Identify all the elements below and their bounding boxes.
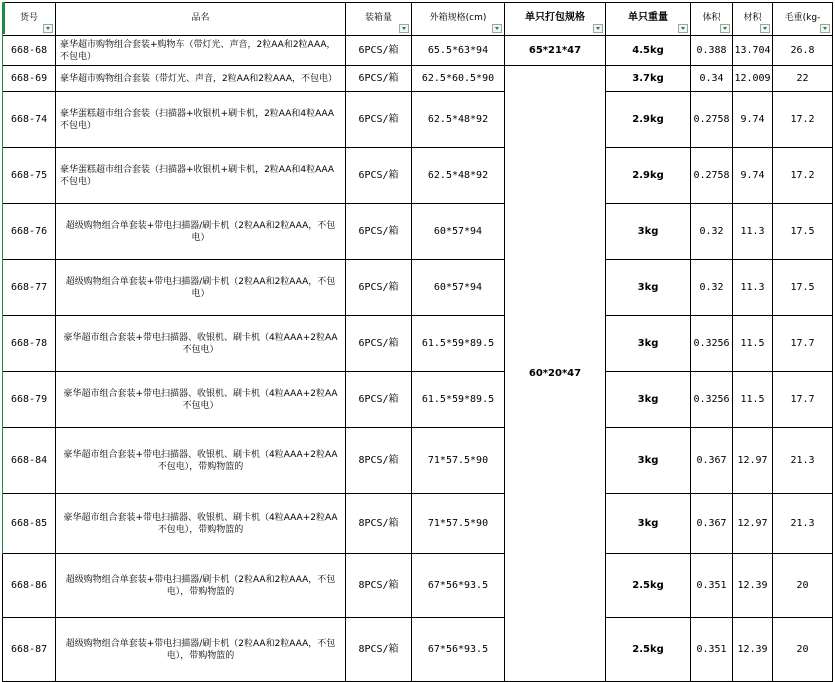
selection-indicator (2, 2, 5, 34)
cell-code[interactable]: 668-68 (3, 36, 56, 66)
cell-qty[interactable]: 6PCS/箱 (346, 92, 412, 148)
cell-code[interactable]: 668-74 (3, 92, 56, 148)
cell-weight[interactable]: 3.7kg (606, 66, 691, 92)
cell-weight[interactable]: 3kg (606, 494, 691, 554)
cell-code[interactable]: 668-84 (3, 428, 56, 494)
cell-gross[interactable]: 17.7 (773, 316, 833, 372)
cell-gross[interactable]: 21.3 (773, 494, 833, 554)
cell-volume[interactable]: 0.34 (691, 66, 733, 92)
cell-gross[interactable]: 17.2 (773, 92, 833, 148)
cell-cuft[interactable]: 11.3 (733, 204, 773, 260)
cell-qty[interactable]: 6PCS/箱 (346, 260, 412, 316)
table-row (3, 428, 833, 494)
cell-weight[interactable]: 3kg (606, 204, 691, 260)
cell-volume[interactable]: 0.388 (691, 36, 733, 66)
cell-carton[interactable]: 62.5*48*92 (412, 148, 505, 204)
header-weight[interactable]: 单只重量 (606, 3, 691, 36)
cell-code[interactable]: 668-69 (3, 66, 56, 92)
cell-qty[interactable]: 8PCS/箱 (346, 618, 412, 682)
cell-volume[interactable]: 0.32 (691, 260, 733, 316)
cell-qty[interactable]: 6PCS/箱 (346, 204, 412, 260)
cell-gross[interactable]: 20 (773, 554, 833, 618)
cell-volume[interactable]: 0.2758 (691, 148, 733, 204)
cell-name[interactable]: 超级购物组合单套装+带电扫描器/刷卡机（2粒AA和2粒AAA，不包电） (56, 204, 346, 260)
cell-qty[interactable]: 8PCS/箱 (346, 428, 412, 494)
cell-cuft[interactable]: 13.704 (733, 36, 773, 66)
cell-gross[interactable]: 22 (773, 66, 833, 92)
cell-volume[interactable]: 0.351 (691, 618, 733, 682)
cell-name[interactable]: 超级购物组合单套装+带电扫描器/刷卡机（2粒AA和2粒AAA，不包电），带购物篮的 (56, 618, 346, 682)
cell-weight[interactable]: 3kg (606, 316, 691, 372)
cell-cuft[interactable]: 12.39 (733, 554, 773, 618)
cell-weight[interactable]: 4.5kg (606, 36, 691, 66)
cell-code[interactable]: 668-86 (3, 554, 56, 618)
cell-carton[interactable]: 65.5*63*94 (412, 36, 505, 66)
cell-weight[interactable]: 3kg (606, 260, 691, 316)
active-column-border (2, 34, 3, 554)
cell-qty[interactable]: 8PCS/箱 (346, 494, 412, 554)
cell-carton[interactable]: 67*56*93.5 (412, 554, 505, 618)
cell-weight[interactable]: 2.5kg (606, 554, 691, 618)
cell-volume[interactable]: 0.3256 (691, 372, 733, 428)
cell-code[interactable]: 668-77 (3, 260, 56, 316)
cell-volume[interactable]: 0.2758 (691, 92, 733, 148)
table-row (3, 36, 833, 66)
filter-dropdown-icon[interactable] (720, 24, 730, 33)
cell-qty[interactable]: 6PCS/箱 (346, 316, 412, 372)
cell-carton[interactable]: 60*57*94 (412, 204, 505, 260)
cell-name[interactable]: 豪华超市购物组合套装+购物车（带灯光、声音，2粒AA和2粒AAA，不包电） (56, 36, 346, 66)
header-qty[interactable]: 装箱量 (346, 3, 412, 36)
cell-code[interactable]: 668-76 (3, 204, 56, 260)
cell-gross[interactable]: 21.3 (773, 428, 833, 494)
cell-code[interactable]: 668-79 (3, 372, 56, 428)
cell-code[interactable]: 668-75 (3, 148, 56, 204)
cell-qty[interactable]: 6PCS/箱 (346, 66, 412, 92)
cell-volume[interactable]: 0.367 (691, 494, 733, 554)
cell-qty[interactable]: 8PCS/箱 (346, 554, 412, 618)
table-row (3, 372, 833, 428)
filter-dropdown-icon[interactable] (678, 24, 688, 33)
cell-weight[interactable]: 2.9kg (606, 92, 691, 148)
cell-code[interactable]: 668-85 (3, 494, 56, 554)
cell-name[interactable]: 超级购物组合单套装+带电扫描器/刷卡机（2粒AA和2粒AAA，不包电），带购物篮的 (56, 554, 346, 618)
cell-cuft[interactable]: 9.74 (733, 148, 773, 204)
cell-cuft[interactable]: 9.74 (733, 92, 773, 148)
cell-cuft[interactable]: 11.3 (733, 260, 773, 316)
cell-cuft[interactable]: 12.39 (733, 618, 773, 682)
header-row (3, 3, 833, 36)
filter-dropdown-icon[interactable] (820, 24, 830, 33)
cell-volume[interactable]: 0.32 (691, 204, 733, 260)
table-row (3, 148, 833, 204)
cell-carton[interactable]: 71*57.5*90 (412, 494, 505, 554)
filter-dropdown-icon[interactable] (492, 24, 502, 33)
cell-carton[interactable]: 71*57.5*90 (412, 428, 505, 494)
cell-name[interactable]: 豪华蛋糕超市组合套装（扫描器+收银机+刷卡机，2粒AA和4粒AAA不包电） (56, 148, 346, 204)
table-row (3, 316, 833, 372)
table-row (3, 92, 833, 148)
cell-qty[interactable]: 6PCS/箱 (346, 148, 412, 204)
cell-gross[interactable]: 17.7 (773, 372, 833, 428)
header-carton[interactable]: 外箱规格(cm) (412, 3, 505, 36)
cell-name[interactable]: 豪华超市组合套装+带电扫描器、收银机、刷卡机（4粒AAA+2粒AA不包电） (56, 316, 346, 372)
cell-cuft[interactable]: 12.97 (733, 428, 773, 494)
cell-carton[interactable]: 61.5*59*89.5 (412, 316, 505, 372)
cell-weight[interactable]: 2.9kg (606, 148, 691, 204)
cell-carton[interactable]: 62.5*60.5*90 (412, 66, 505, 92)
header-code[interactable]: 货号 (3, 3, 56, 36)
cell-gross[interactable]: 17.5 (773, 204, 833, 260)
cell-code[interactable]: 668-78 (3, 316, 56, 372)
filter-dropdown-icon[interactable] (760, 24, 770, 33)
cell-name[interactable]: 豪华蛋糕超市组合套装（扫描器+收银机+刷卡机，2粒AA和4粒AAA不包电） (56, 92, 346, 148)
cell-weight[interactable]: 3kg (606, 372, 691, 428)
cell-gross[interactable]: 17.2 (773, 148, 833, 204)
cell-gross[interactable]: 17.5 (773, 260, 833, 316)
header-cuft[interactable]: 材积 (733, 3, 773, 36)
cell-cuft[interactable]: 11.5 (733, 372, 773, 428)
cell-qty[interactable]: 6PCS/箱 (346, 36, 412, 66)
cell-cuft[interactable]: 11.5 (733, 316, 773, 372)
cell-cuft[interactable]: 12.97 (733, 494, 773, 554)
cell-carton[interactable]: 61.5*59*89.5 (412, 372, 505, 428)
cell-name[interactable]: 豪华超市组合套装+带电扫描器、收银机、刷卡机（4粒AAA+2粒AA不包电），带购物篮的 (56, 428, 346, 494)
header-volume[interactable]: 体积 (691, 3, 733, 36)
cell-carton[interactable]: 67*56*93.5 (412, 618, 505, 682)
cell-pack-spec[interactable]: 65*21*47 (505, 36, 606, 66)
cell-name[interactable]: 豪华超市组合套装+带电扫描器、收银机、刷卡机（4粒AAA+2粒AA不包电），带购物篮的 (56, 494, 346, 554)
cell-volume[interactable]: 0.367 (691, 428, 733, 494)
cell-name[interactable]: 豪华超市组合套装+带电扫描器、收银机、刷卡机（4粒AAA+2粒AA不包电） (56, 372, 346, 428)
filter-dropdown-icon[interactable] (43, 24, 53, 33)
cell-name[interactable]: 超级购物组合单套装+带电扫描器/刷卡机（2粒AA和2粒AAA，不包电） (56, 260, 346, 316)
filter-dropdown-icon[interactable] (593, 24, 603, 33)
cell-code[interactable]: 668-87 (3, 618, 56, 682)
table-row (3, 618, 833, 682)
cell-gross[interactable]: 20 (773, 618, 833, 682)
header-name[interactable]: 品名 (56, 3, 346, 36)
filter-dropdown-icon[interactable] (399, 24, 409, 33)
table-row (3, 204, 833, 260)
cell-carton[interactable]: 62.5*48*92 (412, 92, 505, 148)
cell-volume[interactable]: 0.351 (691, 554, 733, 618)
cell-cuft[interactable]: 12.009 (733, 66, 773, 92)
table-row (3, 494, 833, 554)
cell-name[interactable]: 豪华超市购物组合套装（带灯光、声音，2粒AA和2粒AAA，不包电） (56, 66, 346, 92)
cell-weight[interactable]: 2.5kg (606, 618, 691, 682)
cell-pack-spec-merged[interactable]: 60*20*47 (505, 66, 606, 682)
cell-gross[interactable]: 26.8 (773, 36, 833, 66)
table-row (3, 260, 833, 316)
cell-qty[interactable]: 6PCS/箱 (346, 372, 412, 428)
table-row (3, 554, 833, 618)
cell-volume[interactable]: 0.3256 (691, 316, 733, 372)
header-pack-spec[interactable]: 单只打包规格 (505, 3, 606, 36)
cell-weight[interactable]: 3kg (606, 428, 691, 494)
product-spec-table (2, 2, 833, 682)
table-row (3, 66, 833, 92)
cell-carton[interactable]: 60*57*94 (412, 260, 505, 316)
header-gross[interactable]: 毛重(kg- (773, 3, 833, 36)
